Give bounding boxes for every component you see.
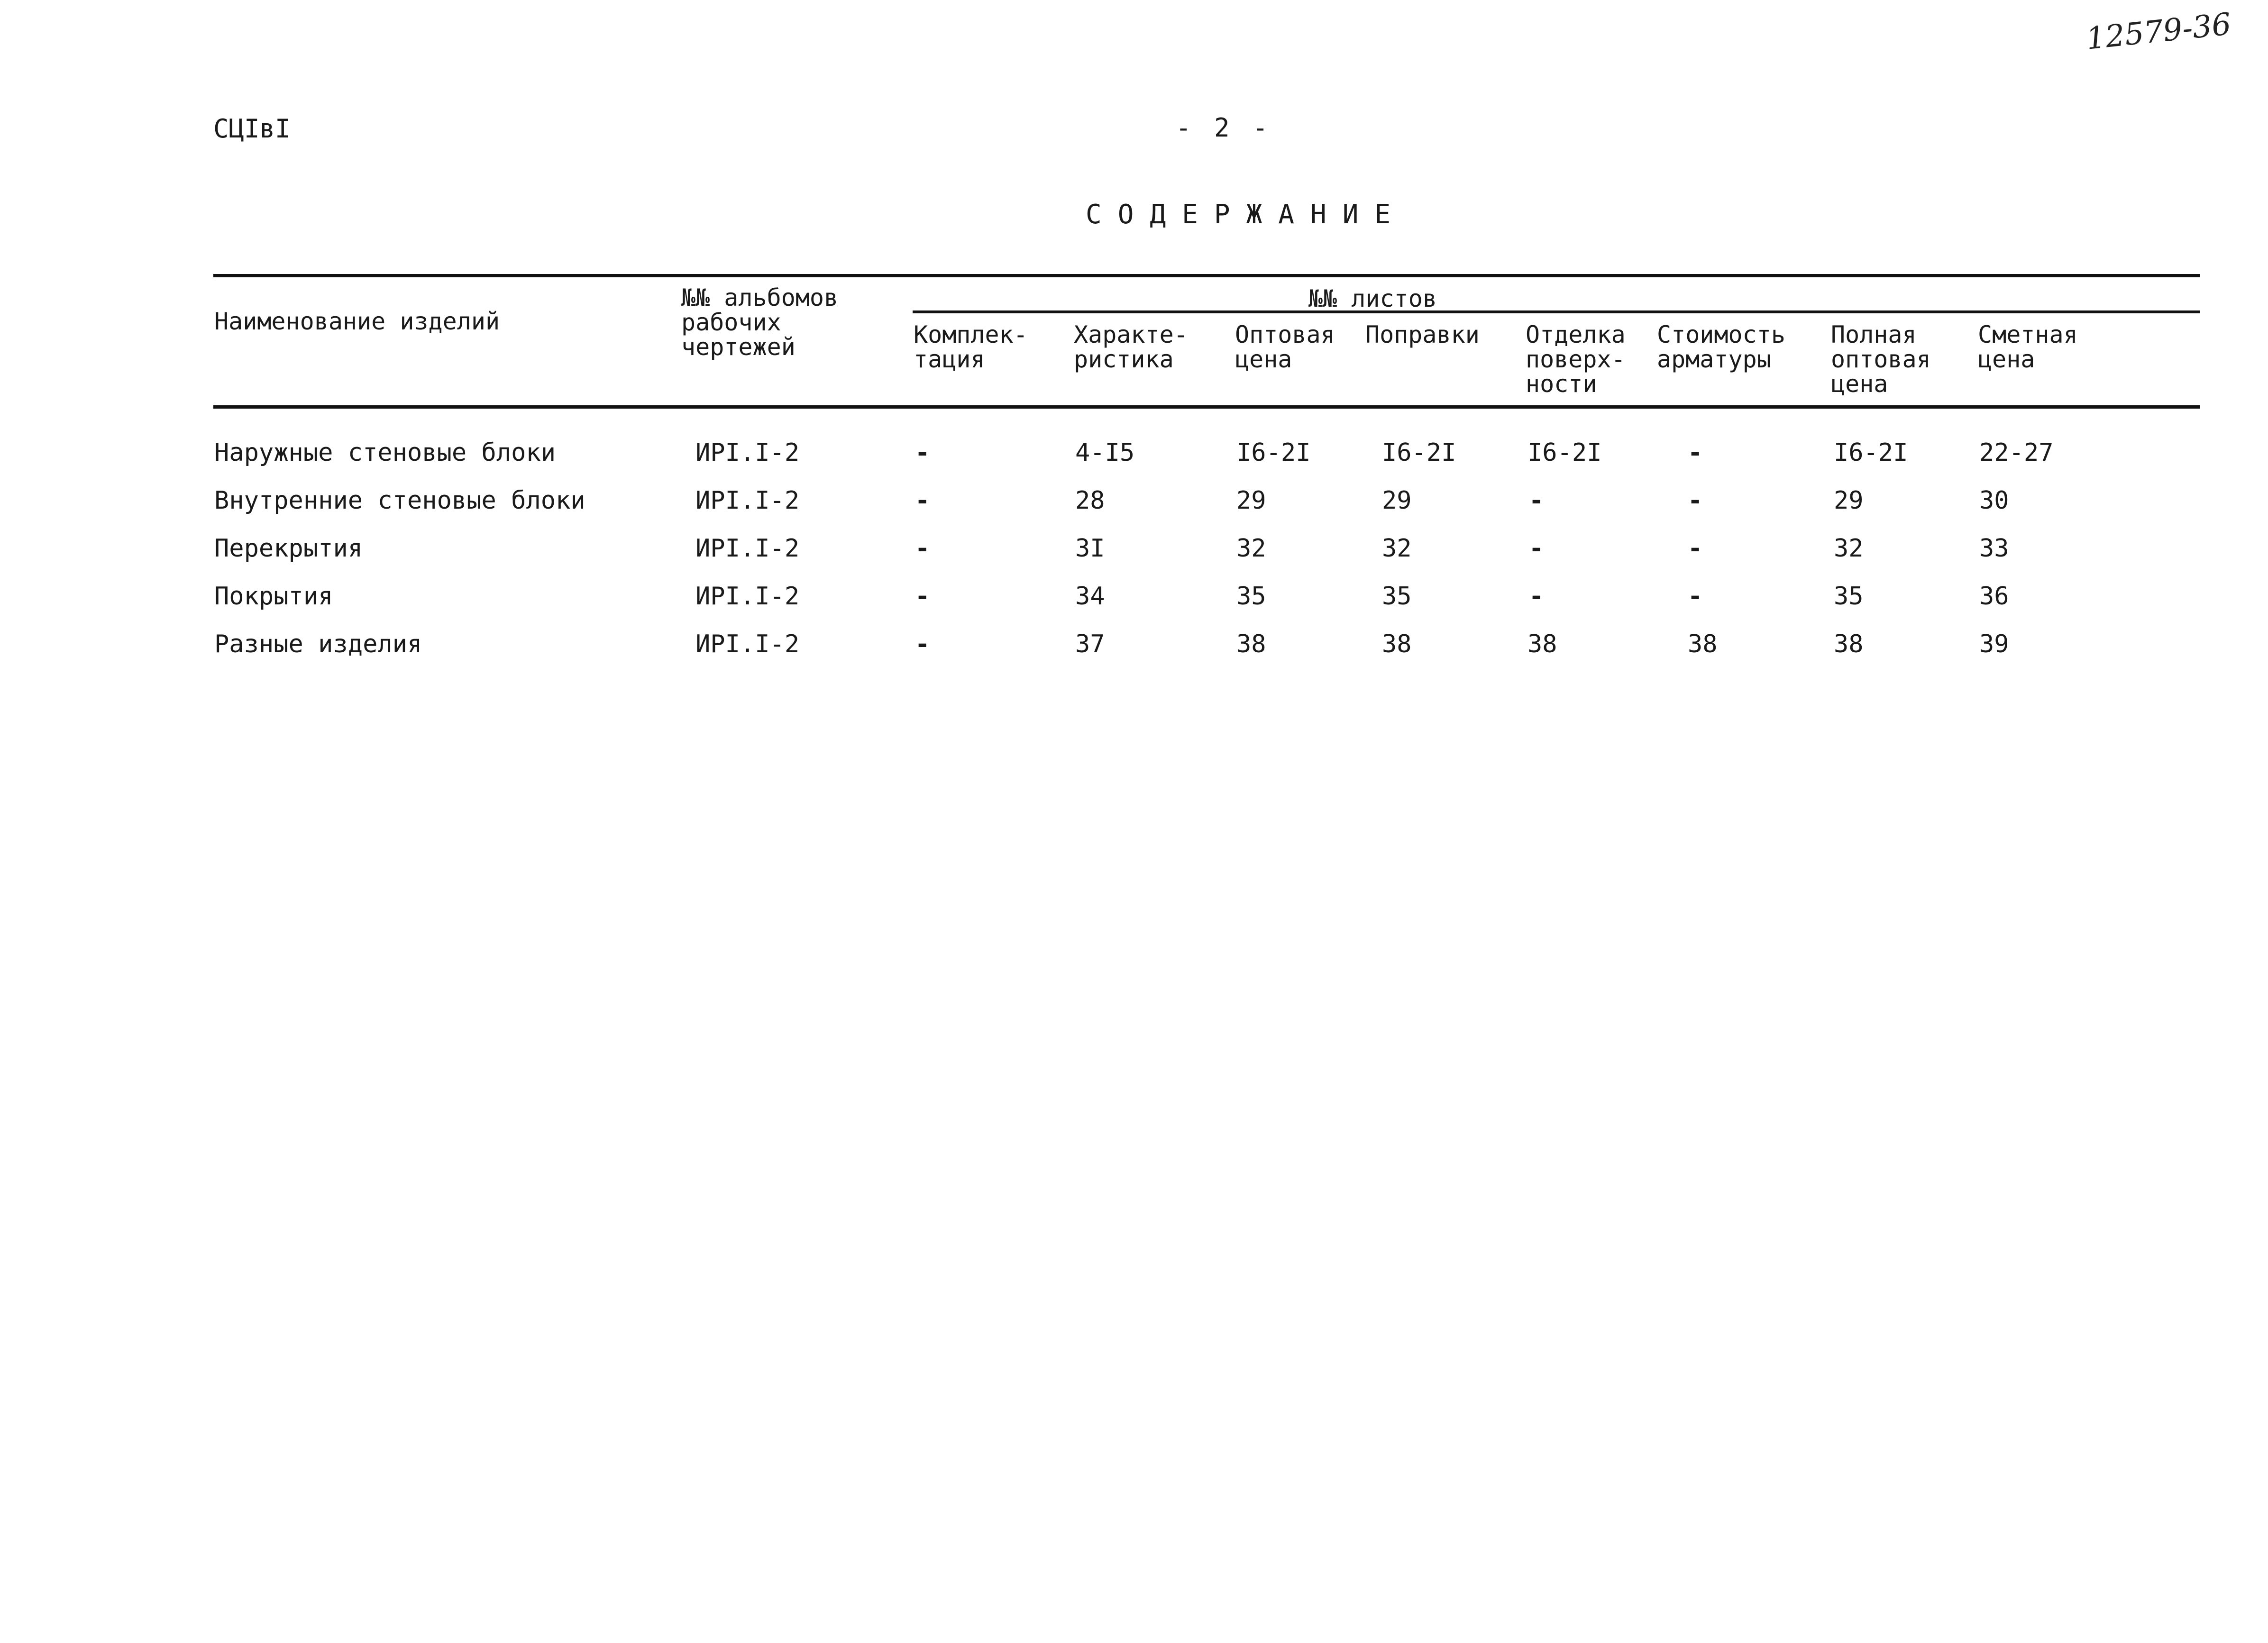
header-col-full-wholesale-price: Полная оптовая цена bbox=[1831, 321, 1931, 398]
cell-surface-finish: - bbox=[1529, 486, 1544, 515]
cell-complect: - bbox=[915, 534, 930, 563]
header-col-estimate-price: Сметная цена bbox=[1978, 321, 2078, 373]
header-col-surface-finish: Отделка поверх- ности bbox=[1526, 321, 1626, 398]
cell-characteristic: 4-I5 bbox=[1075, 438, 1135, 467]
row-name: Перекрытия bbox=[214, 534, 363, 563]
header-albums: №№ альбомов рабочих чертежей bbox=[681, 284, 839, 361]
cell-reinforcement-cost: - bbox=[1688, 438, 1703, 467]
archive-stamp: 12579-36 bbox=[2084, 7, 2233, 57]
sheets-group-rule bbox=[913, 310, 2200, 313]
header-bottom-rule bbox=[213, 405, 2200, 409]
cell-corrections: 38 bbox=[1382, 630, 1412, 658]
cell-complect: - bbox=[915, 582, 930, 611]
cell-estimate-price: 33 bbox=[1979, 534, 2009, 563]
cell-characteristic: 34 bbox=[1075, 582, 1105, 611]
table-top-rule bbox=[213, 274, 2200, 277]
cell-full-wholesale-price: 38 bbox=[1834, 630, 1864, 658]
cell-corrections: 29 bbox=[1382, 486, 1412, 515]
cell-reinforcement-cost: - bbox=[1688, 582, 1703, 611]
cell-surface-finish: I6-2I bbox=[1527, 438, 1602, 467]
row-name: Наружные стеновые блоки bbox=[214, 438, 556, 467]
header-col-reinforcement-cost: Стоимость арматуры bbox=[1657, 321, 1785, 373]
row-album: ИРI.I-2 bbox=[695, 582, 800, 611]
cell-characteristic: 28 bbox=[1075, 486, 1105, 515]
row-name: Разные изделия bbox=[214, 630, 422, 658]
cell-wholesale-price: I6-2I bbox=[1236, 438, 1311, 467]
document-code: СЦIвI bbox=[213, 114, 291, 144]
cell-wholesale-price: 29 bbox=[1236, 486, 1266, 515]
cell-complect: - bbox=[915, 486, 930, 515]
header-col-complect: Комплек- тация bbox=[914, 321, 1028, 373]
cell-wholesale-price: 35 bbox=[1236, 582, 1266, 611]
row-album: ИРI.I-2 bbox=[695, 486, 800, 515]
cell-reinforcement-cost: - bbox=[1688, 486, 1703, 515]
header-col-corrections: Поправки bbox=[1365, 321, 1480, 348]
cell-complect: - bbox=[915, 630, 930, 658]
cell-complect: - bbox=[915, 438, 930, 467]
cell-characteristic: 3I bbox=[1075, 534, 1105, 563]
cell-estimate-price: 22-27 bbox=[1979, 438, 2054, 467]
header-sheets-group: №№ листов bbox=[1308, 285, 1437, 312]
row-name: Внутренние стеновые блоки bbox=[214, 486, 585, 515]
row-album: ИРI.I-2 bbox=[695, 630, 800, 658]
cell-full-wholesale-price: I6-2I bbox=[1834, 438, 1908, 467]
page-number: - 2 - bbox=[1176, 113, 1272, 143]
cell-surface-finish: 38 bbox=[1527, 630, 1557, 658]
cell-surface-finish: - bbox=[1529, 582, 1544, 611]
cell-estimate-price: 39 bbox=[1979, 630, 2009, 658]
header-name: Наименование изделий bbox=[214, 308, 500, 335]
cell-full-wholesale-price: 29 bbox=[1834, 486, 1864, 515]
cell-estimate-price: 30 bbox=[1979, 486, 2009, 515]
row-name: Покрытия bbox=[214, 582, 333, 611]
cell-reinforcement-cost: - bbox=[1688, 534, 1703, 563]
cell-reinforcement-cost: 38 bbox=[1688, 630, 1718, 658]
header-col-characteristic: Характе- ристика bbox=[1074, 321, 1188, 373]
cell-wholesale-price: 32 bbox=[1236, 534, 1266, 563]
cell-corrections: I6-2I bbox=[1382, 438, 1456, 467]
cell-wholesale-price: 38 bbox=[1236, 630, 1266, 658]
cell-estimate-price: 36 bbox=[1979, 582, 2009, 611]
cell-surface-finish: - bbox=[1529, 534, 1544, 563]
cell-full-wholesale-price: 35 bbox=[1834, 582, 1864, 611]
cell-full-wholesale-price: 32 bbox=[1834, 534, 1864, 563]
document-title: СОДЕРЖАНИЕ bbox=[1086, 199, 1407, 230]
header-col-wholesale-price: Оптовая цена bbox=[1235, 321, 1335, 373]
cell-corrections: 32 bbox=[1382, 534, 1412, 563]
row-album: ИРI.I-2 bbox=[695, 438, 800, 467]
row-album: ИРI.I-2 bbox=[695, 534, 800, 563]
cell-corrections: 35 bbox=[1382, 582, 1412, 611]
cell-characteristic: 37 bbox=[1075, 630, 1105, 658]
